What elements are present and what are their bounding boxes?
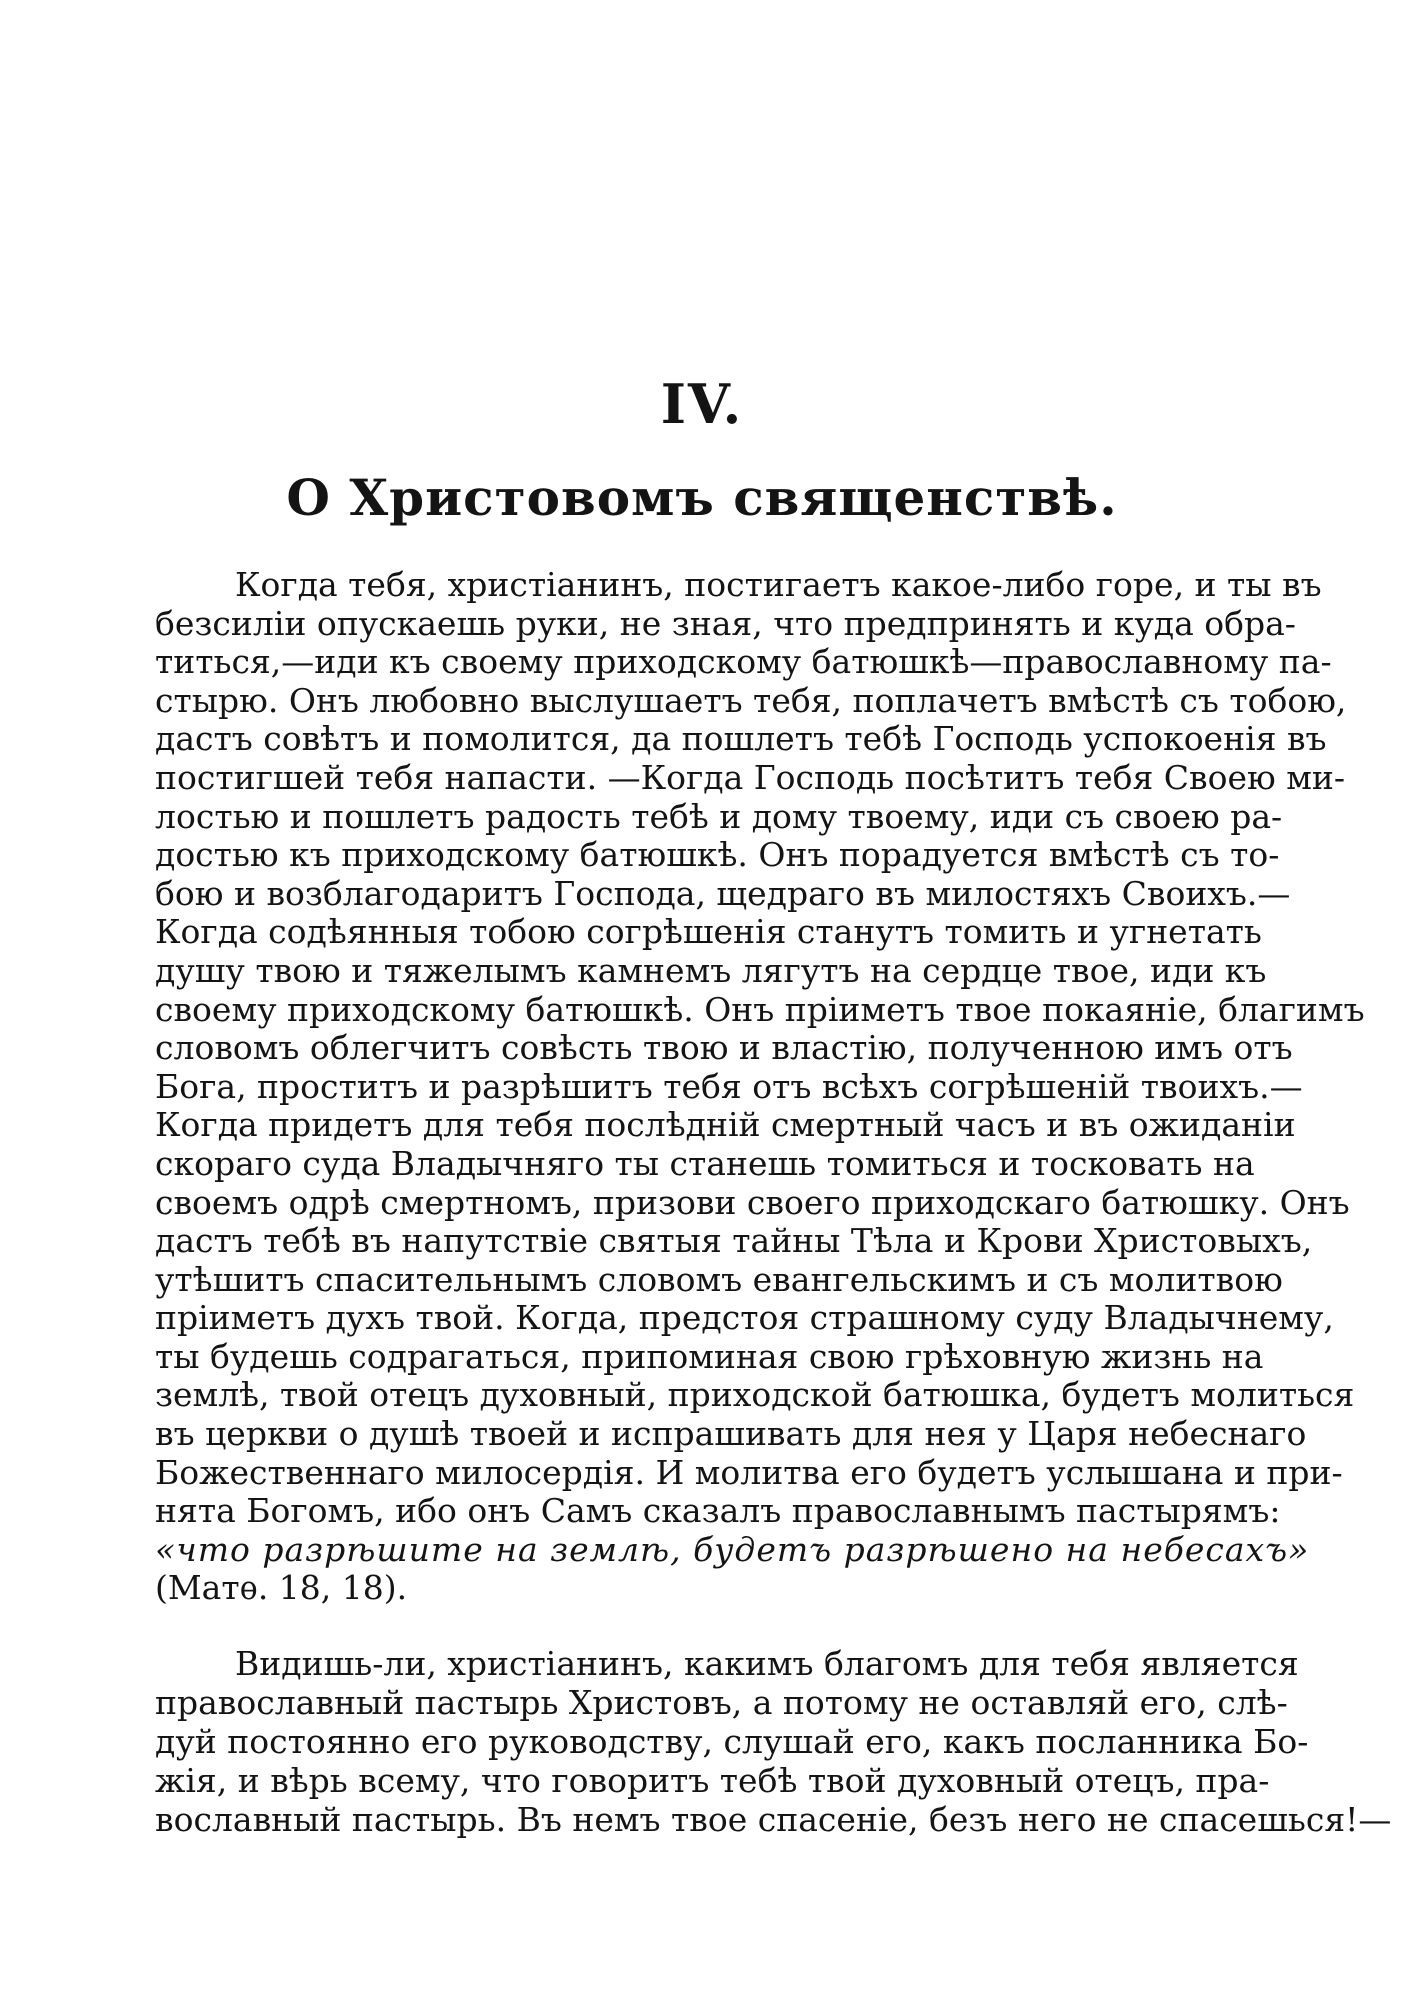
text-line: утѣшитъ спасительнымъ словомъ евангельскимъ и съ молитвою <box>155 1259 1283 1299</box>
text-line: въ церкви о душѣ твоей и испрашивать для нея у Царя небеснаго <box>155 1414 1307 1454</box>
text-line: дастъ тебѣ въ напутствіе святыя тайны Тѣла и Крови Христовыхъ, <box>155 1221 1313 1261</box>
text-line: Божественнаго милосердія. И молитва его будетъ услышана и при- <box>155 1452 1343 1492</box>
text-line: землѣ, твой отецъ духовный, приходской батюшка, будетъ молиться <box>155 1375 1355 1415</box>
text-line: своему приходскому батюшкѣ. Онъ пріиметъ твое покаяніе, благимъ <box>155 989 1365 1029</box>
text-line: титься,—иди къ своему приходскому батюшкѣ—православному па- <box>155 642 1332 682</box>
scripture-reference: (Матѳ. 18, 18). <box>155 1568 408 1608</box>
paragraph-1 <box>155 565 1365 1608</box>
text-line: Когда придетъ для тебя послѣдній смертный часъ и въ ожиданіи <box>155 1105 1296 1145</box>
text-line: лостью и пошлетъ радость тебѣ и дому твоему, иди съ своею ра- <box>155 796 1283 836</box>
text-line: нята Богомъ, ибо онъ Самъ сказалъ православнымъ пастырямъ: <box>155 1491 1281 1531</box>
text-line: дуй постоянно его руководству, слушай его, какъ посланника Бо- <box>155 1722 1309 1761</box>
text-line: безсиліи опускаешь руки, не зная, что предпринять и куда обра- <box>155 603 1296 643</box>
text-line: Видишь-ли, христіанинъ, какимъ благомъ для тебя является <box>235 1644 1299 1683</box>
text-line: достью къ приходскому батюшкѣ. Онъ порадуется вмѣстѣ съ то- <box>155 835 1280 875</box>
text-line: вославный пастырь. Въ немъ твое спасеніе, безъ него не спасешься!— <box>155 1800 1392 1839</box>
text-line: дастъ совѣтъ и помолится, да пошлетъ тебѣ Господь успокоенія въ <box>155 719 1327 759</box>
chapter-number: IV. <box>660 372 744 436</box>
text-line: своемъ одрѣ смертномъ, призови своего приходскаго батюшку. Онъ <box>155 1182 1350 1222</box>
text-line: Бога, проститъ и разрѣшитъ тебя отъ всѣхъ согрѣшеній твоихъ.— <box>155 1066 1303 1106</box>
text-line: жія, и вѣрь всему, что говоритъ тебѣ твой духовный отецъ, пра- <box>155 1761 1270 1800</box>
text-line: Когда тебя, христіанинъ, постигаетъ какое-либо горе, и ты въ <box>235 565 1322 604</box>
text-line: православный пастырь Христовъ, а потому не оставляй его, слѣ- <box>155 1683 1288 1722</box>
chapter-title: О Христовомъ священствѣ. <box>286 468 1118 527</box>
text-line: стырю. Онъ любовно выслушаетъ тебя, поплачетъ вмѣстѣ съ тобою, <box>155 680 1347 720</box>
text-line: словомъ облегчитъ совѣсть твою и властію, полученною имъ отъ <box>155 1028 1293 1068</box>
text-line: душу твою и тяжелымъ камнемъ лягутъ на сердце твое, иди къ <box>155 950 1267 990</box>
text-line: Когда содѣянныя тобою согрѣшенія станутъ томить и угнетать <box>155 912 1262 952</box>
paragraph-2 <box>155 1644 1392 1839</box>
text-line: ты будешь содрагаться, припоминая свою грѣховную жизнь на <box>155 1336 1264 1376</box>
text-line: бою и возблагодаритъ Господа, щедраго въ милостяхъ Своихъ.— <box>155 873 1291 913</box>
text-line: пріиметъ духъ твой. Когда, предстоя страшному суду Владычнему, <box>155 1298 1334 1338</box>
text-line: постигшей тебя напасти. —Когда Господь посѣтитъ тебя Своею ми- <box>155 757 1346 797</box>
text-line: скораго суда Владычняго ты станешь томиться и тосковать на <box>155 1143 1255 1183</box>
scripture-quote: «что разрѣшите на землѣ, будетъ разрѣшено на небесахъ» <box>155 1529 1310 1569</box>
